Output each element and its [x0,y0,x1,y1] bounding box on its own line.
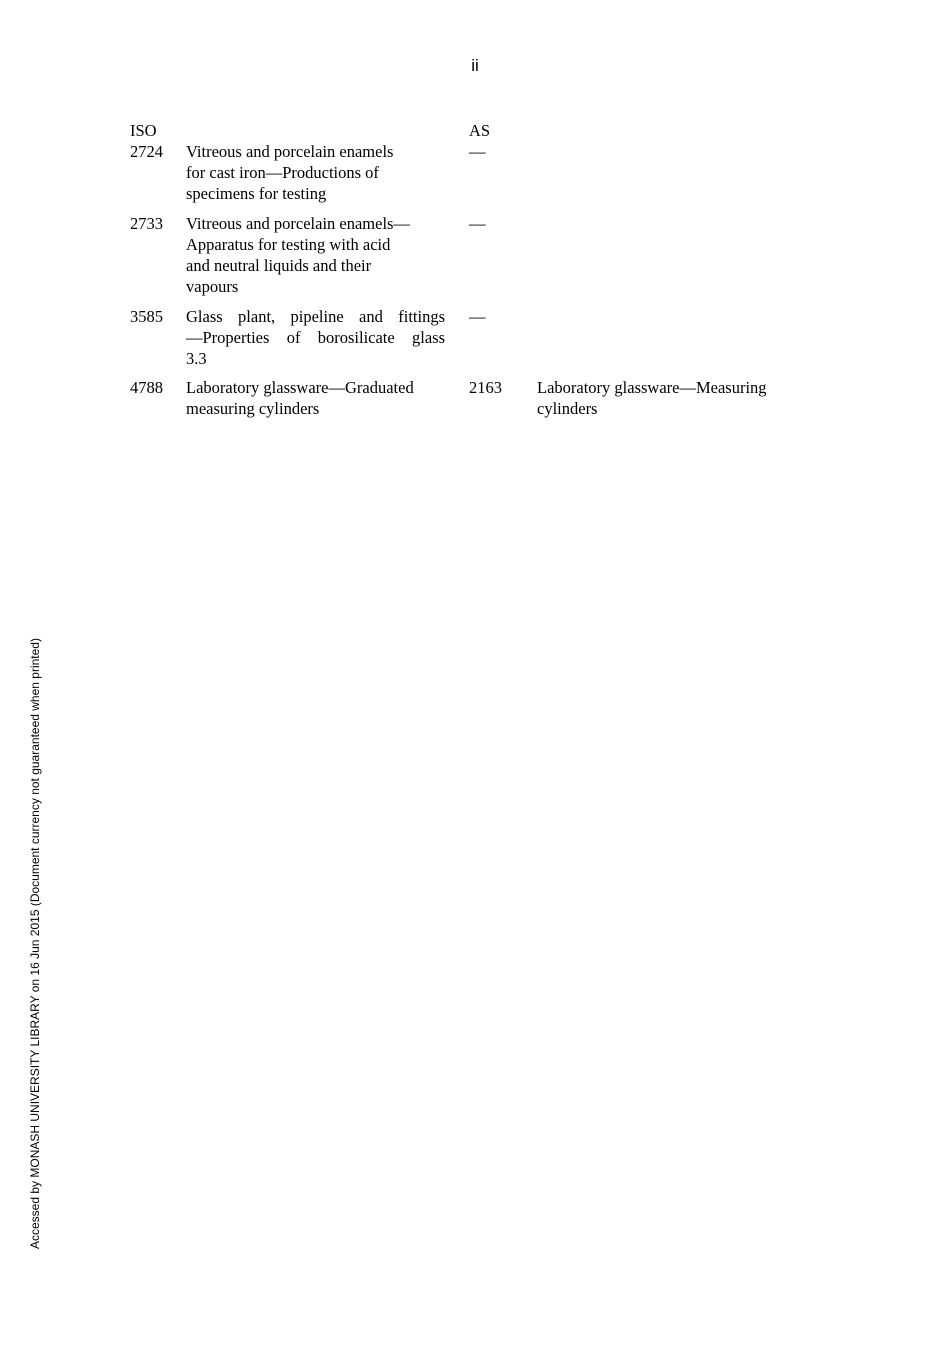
iso-title-line: Laboratory glassware—Graduated [186,378,414,397]
iso-title [186,213,448,297]
iso-title [186,377,448,419]
iso-title-line: vapours [186,277,239,296]
table-row [130,377,830,419]
as-column-header: AS [469,121,491,140]
iso-title-line: specimens for testing [186,184,327,203]
iso-title-line: Apparatus for testing with acid [186,235,391,254]
iso-title-line: for cast iron—Productions of [186,163,379,182]
iso-title-line: and neutral liquids and their [186,256,372,275]
page-number: ii [471,56,479,75]
iso-title-line: 3.3 [186,349,207,368]
iso-number: 3585 [130,307,163,326]
table-row [130,306,830,377]
iso-title [186,141,448,204]
iso-title [186,306,445,369]
as-title-line: cylinders [537,399,598,418]
as-number: — [469,307,486,326]
iso-title-line: Vitreous and porcelain enamels [186,142,394,161]
iso-number: 4788 [130,378,163,397]
iso-number: 2724 [130,142,163,161]
as-number: — [469,214,486,233]
iso-title-line: Vitreous and porcelain enamels— [186,214,410,233]
iso-number: 2733 [130,214,163,233]
as-title-line: Laboratory glassware—Measuring [537,378,767,397]
standards-correspondence-table [130,120,830,419]
as-title [537,377,817,419]
table-header [130,120,830,141]
iso-column-header: ISO [130,121,157,140]
access-notice: Accessed by MONASH UNIVERSITY LIBRARY on 16 Jun 2015 (Document currency not guaranteed when printed) [28,638,42,1249]
iso-title-line: —Properties of borosilicate glass [186,328,445,347]
iso-title-line: measuring cylinders [186,399,320,418]
table-row [130,213,830,306]
iso-title-line: Glass plant, pipeline and fittings [186,307,445,326]
as-number: — [469,142,486,161]
table-row [130,141,830,213]
as-number: 2163 [469,378,502,397]
